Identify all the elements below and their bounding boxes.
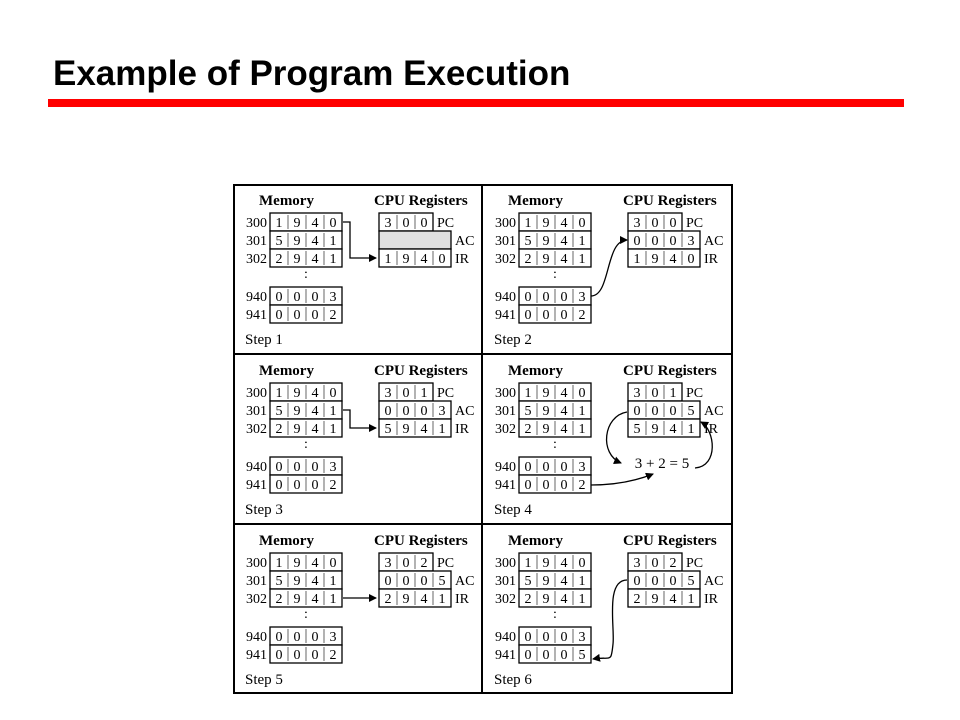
memory-cell-digit: 0 — [293, 308, 301, 323]
memory-cell-digit: 9 — [293, 234, 301, 249]
ir-register-digit: 0 — [438, 252, 446, 267]
memory-cell-digit: 9 — [542, 592, 550, 607]
memory-cell-digit: 1 — [329, 422, 337, 437]
memory-cell-digit: 1 — [329, 234, 337, 249]
memory-cell-digit: 4 — [311, 556, 319, 571]
cpu-registers-header: CPU Registers — [374, 193, 468, 209]
ac-register-digit: 0 — [669, 404, 677, 419]
ac-register-digit: 0 — [633, 574, 641, 589]
ir-register-digit: 4 — [669, 252, 677, 267]
ac-label: AC — [455, 404, 475, 419]
ac-register-digit: 0 — [669, 234, 677, 249]
memory-cell-digit: 4 — [560, 404, 568, 419]
load-arrow — [591, 240, 627, 296]
memory-header: Memory — [508, 533, 563, 549]
memory-cell-digit: 4 — [311, 216, 319, 231]
ir-register-digit: 1 — [687, 592, 695, 607]
pc-digit: 0 — [669, 216, 677, 231]
memory-cell-digit: 0 — [293, 630, 301, 645]
memory-cell-digit: 0 — [560, 630, 568, 645]
pc-digit: 0 — [420, 216, 428, 231]
memory-cell-digit: 1 — [329, 404, 337, 419]
memory-address: 301 — [246, 234, 267, 249]
memory-cell-digit: 3 — [329, 290, 337, 305]
memory-cell-digit: 0 — [311, 478, 319, 493]
memory-cell-digit: 4 — [311, 386, 319, 401]
memory-address: 941 — [495, 308, 516, 323]
ir-register-digit: 1 — [438, 422, 446, 437]
ir-register-digit: 4 — [420, 592, 428, 607]
pc-digit: 3 — [384, 216, 392, 231]
memory-address: 301 — [246, 574, 267, 589]
ac-label: AC — [704, 574, 724, 589]
memory-address: 940 — [246, 630, 267, 645]
memory-cell-digit: 4 — [311, 422, 319, 437]
ir-register-digit: 1 — [687, 422, 695, 437]
ir-label: IR — [455, 252, 469, 267]
memory-address: 300 — [246, 216, 267, 231]
memory-cell-digit: 0 — [329, 386, 337, 401]
step-label: Step 1 — [245, 332, 283, 348]
ir-register-digit: 4 — [669, 422, 677, 437]
memory-cell-digit: 1 — [275, 386, 283, 401]
memory-cell-digit: 0 — [275, 630, 283, 645]
memory-cell-digit: 2 — [524, 252, 532, 267]
memory-cell-digit: 1 — [578, 234, 586, 249]
pc-digit: 0 — [651, 216, 659, 231]
ir-register-digit: 1 — [633, 252, 641, 267]
ir-register-digit: 9 — [402, 422, 410, 437]
memory-cell-digit: 0 — [275, 648, 283, 663]
ir-register-digit: 2 — [633, 592, 641, 607]
memory-cell-digit: 2 — [524, 422, 532, 437]
memory-ellipsis: : — [304, 607, 308, 622]
memory-cell-digit: 0 — [524, 308, 532, 323]
ac-register-digit: 0 — [651, 234, 659, 249]
pc-label: PC — [437, 556, 455, 571]
memory-address: 302 — [495, 422, 516, 437]
pc-label: PC — [437, 386, 455, 401]
memory-cell-digit: 1 — [524, 556, 532, 571]
fetch-arrow — [343, 222, 376, 258]
pc-label: PC — [686, 216, 704, 231]
memory-cell-digit: 2 — [578, 478, 586, 493]
memory-cell-digit: 3 — [578, 460, 586, 475]
memory-cell-digit: 0 — [542, 648, 550, 663]
memory-header: Memory — [259, 363, 314, 379]
ir-label: IR — [704, 422, 718, 437]
memory-cell-digit: 4 — [560, 592, 568, 607]
memory-cell-digit: 0 — [560, 648, 568, 663]
ir-register-digit: 9 — [651, 252, 659, 267]
operand-arrow — [591, 474, 653, 485]
memory-cell-digit: 1 — [578, 574, 586, 589]
memory-cell-digit: 0 — [293, 478, 301, 493]
memory-cell-digit: 0 — [542, 630, 550, 645]
memory-cell-digit: 0 — [578, 556, 586, 571]
ir-register-digit: 4 — [669, 592, 677, 607]
memory-address: 301 — [495, 574, 516, 589]
memory-cell-digit: 5 — [275, 404, 283, 419]
fetch-arrow — [343, 410, 376, 428]
memory-cell-digit: 0 — [560, 290, 568, 305]
memory-cell-digit: 0 — [275, 308, 283, 323]
ir-register-digit: 4 — [420, 422, 428, 437]
memory-cell-digit: 9 — [542, 574, 550, 589]
memory-cell-digit: 0 — [560, 478, 568, 493]
step-label: Step 5 — [245, 672, 283, 688]
memory-cell-digit: 1 — [578, 592, 586, 607]
memory-address: 302 — [495, 592, 516, 607]
memory-cell-digit: 4 — [311, 404, 319, 419]
memory-address: 301 — [246, 404, 267, 419]
memory-cell-digit: 2 — [524, 592, 532, 607]
memory-cell-digit: 0 — [524, 460, 532, 475]
step-label: Step 6 — [494, 672, 532, 688]
diagram-svg — [233, 184, 733, 694]
pc-label: PC — [686, 386, 704, 401]
ac-register-digit: 0 — [402, 404, 410, 419]
memory-address: 302 — [495, 252, 516, 267]
ir-register-digit: 0 — [687, 252, 695, 267]
memory-cell-digit: 4 — [311, 252, 319, 267]
ir-register-digit: 1 — [438, 592, 446, 607]
memory-cell-digit: 2 — [275, 422, 283, 437]
ac-register-digit: 5 — [687, 404, 695, 419]
pc-digit: 3 — [633, 386, 641, 401]
memory-cell-digit: 9 — [293, 574, 301, 589]
memory-address: 301 — [495, 234, 516, 249]
memory-cell-digit: 5 — [524, 574, 532, 589]
memory-cell-digit: 9 — [542, 556, 550, 571]
memory-cell-digit: 1 — [578, 422, 586, 437]
memory-cell-digit: 0 — [524, 478, 532, 493]
memory-address: 941 — [246, 648, 267, 663]
memory-cell-digit: 0 — [542, 290, 550, 305]
memory-cell-digit: 0 — [329, 216, 337, 231]
memory-cell-digit: 9 — [293, 216, 301, 231]
memory-header: Memory — [259, 193, 314, 209]
memory-cell-digit: 3 — [578, 290, 586, 305]
memory-address: 940 — [495, 290, 516, 305]
memory-cell-digit: 0 — [293, 290, 301, 305]
memory-cell-digit: 1 — [524, 386, 532, 401]
ac-register-digit: 0 — [384, 574, 392, 589]
ac-register-digit: 3 — [438, 404, 446, 419]
cpu-registers-header: CPU Registers — [374, 363, 468, 379]
ir-register-digit: 5 — [633, 422, 641, 437]
ac-register-digit: 0 — [402, 574, 410, 589]
memory-cell-digit: 0 — [275, 290, 283, 305]
cpu-registers-header: CPU Registers — [623, 363, 717, 379]
memory-address: 940 — [246, 460, 267, 475]
memory-ellipsis: : — [304, 437, 308, 452]
memory-address: 941 — [246, 478, 267, 493]
step-label: Step 2 — [494, 332, 532, 348]
memory-cell-digit: 0 — [275, 478, 283, 493]
ir-register-digit: 9 — [651, 592, 659, 607]
memory-cell-digit: 0 — [329, 556, 337, 571]
memory-cell-digit: 9 — [542, 386, 550, 401]
ac-label: AC — [455, 234, 475, 249]
memory-cell-digit: 9 — [542, 234, 550, 249]
memory-cell-digit: 1 — [329, 574, 337, 589]
ac-register-empty — [379, 231, 451, 249]
pc-digit: 0 — [402, 386, 410, 401]
memory-cell-digit: 0 — [275, 460, 283, 475]
page-title: Example of Program Execution — [53, 54, 571, 93]
memory-cell-digit: 9 — [293, 592, 301, 607]
memory-cell-digit: 0 — [542, 308, 550, 323]
memory-cell-digit: 0 — [524, 648, 532, 663]
memory-cell-digit: 4 — [560, 574, 568, 589]
memory-cell-digit: 0 — [542, 460, 550, 475]
memory-address: 940 — [495, 460, 516, 475]
memory-cell-digit: 0 — [524, 630, 532, 645]
sum-expression: 3 + 2 = 5 — [634, 456, 690, 472]
memory-cell-digit: 1 — [329, 592, 337, 607]
memory-cell-digit: 0 — [524, 290, 532, 305]
program-execution-diagram — [233, 184, 733, 694]
memory-cell-digit: 4 — [311, 234, 319, 249]
memory-ellipsis: : — [553, 267, 557, 282]
pc-digit: 1 — [669, 386, 677, 401]
memory-header: Memory — [508, 363, 563, 379]
ac-register-digit: 0 — [420, 404, 428, 419]
memory-cell-digit: 5 — [578, 648, 586, 663]
ac-register-digit: 0 — [384, 404, 392, 419]
memory-cell-digit: 9 — [542, 216, 550, 231]
ac-register-digit: 0 — [420, 574, 428, 589]
memory-ellipsis: : — [553, 607, 557, 622]
memory-address: 941 — [495, 648, 516, 663]
ir-label: IR — [704, 252, 718, 267]
memory-header: Memory — [259, 533, 314, 549]
memory-cell-digit: 4 — [560, 216, 568, 231]
step-label: Step 3 — [245, 502, 283, 518]
memory-cell-digit: 0 — [311, 290, 319, 305]
memory-cell-digit: 4 — [560, 234, 568, 249]
memory-cell-digit: 1 — [329, 252, 337, 267]
memory-cell-digit: 3 — [329, 630, 337, 645]
memory-header: Memory — [508, 193, 563, 209]
ac-register-digit: 5 — [438, 574, 446, 589]
memory-address: 302 — [246, 252, 267, 267]
memory-cell-digit: 2 — [329, 648, 337, 663]
memory-address: 941 — [246, 308, 267, 323]
ac-label: AC — [455, 574, 475, 589]
pc-digit: 0 — [402, 556, 410, 571]
memory-ellipsis: : — [304, 267, 308, 282]
memory-cell-digit: 1 — [578, 252, 586, 267]
memory-cell-digit: 4 — [311, 592, 319, 607]
pc-label: PC — [686, 556, 704, 571]
memory-cell-digit: 0 — [293, 648, 301, 663]
ac-register-digit: 5 — [687, 574, 695, 589]
memory-cell-digit: 3 — [329, 460, 337, 475]
memory-cell-digit: 4 — [311, 574, 319, 589]
memory-cell-digit: 0 — [542, 478, 550, 493]
pc-digit: 2 — [420, 556, 428, 571]
memory-cell-digit: 0 — [560, 460, 568, 475]
memory-address: 300 — [495, 216, 516, 231]
memory-cell-digit: 1 — [275, 216, 283, 231]
memory-cell-digit: 9 — [293, 556, 301, 571]
pc-label: PC — [437, 216, 455, 231]
pc-digit: 3 — [384, 556, 392, 571]
ir-register-digit: 9 — [651, 422, 659, 437]
memory-cell-digit: 2 — [275, 592, 283, 607]
ac-register-digit: 0 — [651, 574, 659, 589]
pc-digit: 3 — [633, 556, 641, 571]
memory-cell-digit: 1 — [275, 556, 283, 571]
memory-cell-digit: 0 — [560, 308, 568, 323]
store-arrow — [593, 580, 627, 659]
memory-cell-digit: 0 — [578, 386, 586, 401]
ac-label: AC — [704, 404, 724, 419]
memory-address: 941 — [495, 478, 516, 493]
ac-label: AC — [704, 234, 724, 249]
ac-register-digit: 0 — [633, 234, 641, 249]
memory-address: 302 — [246, 422, 267, 437]
pc-digit: 0 — [651, 556, 659, 571]
ir-register-digit: 5 — [384, 422, 392, 437]
memory-cell-digit: 2 — [329, 478, 337, 493]
pc-digit: 3 — [633, 216, 641, 231]
memory-cell-digit: 5 — [275, 574, 283, 589]
ac-register-digit: 0 — [633, 404, 641, 419]
memory-cell-digit: 5 — [275, 234, 283, 249]
cpu-registers-header: CPU Registers — [623, 193, 717, 209]
memory-cell-digit: 4 — [560, 252, 568, 267]
pc-digit: 1 — [420, 386, 428, 401]
memory-cell-digit: 0 — [293, 460, 301, 475]
ir-register-digit: 2 — [384, 592, 392, 607]
memory-address: 300 — [246, 556, 267, 571]
memory-cell-digit: 4 — [560, 422, 568, 437]
memory-address: 301 — [495, 404, 516, 419]
memory-cell-digit: 9 — [542, 252, 550, 267]
ir-register-digit: 9 — [402, 252, 410, 267]
ir-label: IR — [455, 592, 469, 607]
memory-address: 940 — [495, 630, 516, 645]
memory-cell-digit: 2 — [578, 308, 586, 323]
memory-cell-digit: 0 — [311, 648, 319, 663]
memory-cell-digit: 0 — [578, 216, 586, 231]
title-underline — [48, 99, 904, 107]
pc-digit: 2 — [669, 556, 677, 571]
memory-cell-digit: 9 — [293, 404, 301, 419]
pc-digit: 0 — [402, 216, 410, 231]
memory-cell-digit: 9 — [542, 422, 550, 437]
cpu-registers-header: CPU Registers — [623, 533, 717, 549]
memory-cell-digit: 9 — [293, 422, 301, 437]
memory-cell-digit: 0 — [311, 308, 319, 323]
memory-cell-digit: 9 — [542, 404, 550, 419]
ac-register-digit: 0 — [669, 574, 677, 589]
step-label: Step 4 — [494, 502, 532, 518]
memory-address: 300 — [495, 386, 516, 401]
memory-cell-digit: 9 — [293, 386, 301, 401]
memory-address: 302 — [246, 592, 267, 607]
memory-cell-digit: 0 — [311, 460, 319, 475]
ir-register-digit: 4 — [420, 252, 428, 267]
memory-ellipsis: : — [553, 437, 557, 452]
memory-cell-digit: 5 — [524, 234, 532, 249]
pc-digit: 3 — [384, 386, 392, 401]
cpu-registers-header: CPU Registers — [374, 533, 468, 549]
memory-cell-digit: 2 — [329, 308, 337, 323]
memory-cell-digit: 0 — [311, 630, 319, 645]
ac-register-digit: 0 — [651, 404, 659, 419]
memory-address: 300 — [246, 386, 267, 401]
ac-register-digit: 3 — [687, 234, 695, 249]
memory-cell-digit: 1 — [524, 216, 532, 231]
operand-arrow — [607, 412, 627, 463]
memory-cell-digit: 4 — [560, 386, 568, 401]
ir-register-digit: 9 — [402, 592, 410, 607]
memory-cell-digit: 5 — [524, 404, 532, 419]
pc-digit: 0 — [651, 386, 659, 401]
memory-cell-digit: 9 — [293, 252, 301, 267]
memory-address: 300 — [495, 556, 516, 571]
ir-label: IR — [704, 592, 718, 607]
memory-address: 940 — [246, 290, 267, 305]
ir-label: IR — [455, 422, 469, 437]
memory-cell-digit: 4 — [560, 556, 568, 571]
memory-cell-digit: 1 — [578, 404, 586, 419]
memory-cell-digit: 2 — [275, 252, 283, 267]
memory-cell-digit: 3 — [578, 630, 586, 645]
ir-register-digit: 1 — [384, 252, 392, 267]
